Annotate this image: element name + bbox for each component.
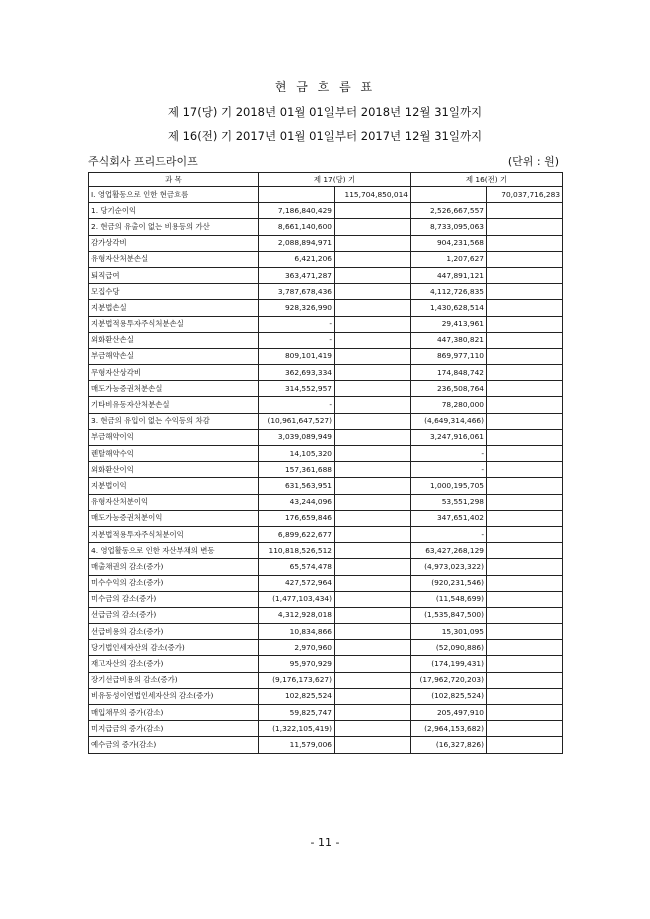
current-detail-cell: 110,818,526,512: [259, 543, 335, 559]
prior-detail-cell: 174,848,742: [411, 365, 487, 381]
table-row: [89, 187, 563, 203]
current-detail-cell: (9,176,173,627): [259, 672, 335, 688]
prior-total-cell: [487, 446, 563, 462]
current-detail-cell: (1,477,103,434): [259, 591, 335, 607]
prior-total-cell: [487, 203, 563, 219]
account-cell: 2. 현금의 유출이 없는 비용등의 가산: [89, 219, 259, 235]
table-row: [89, 397, 563, 413]
table-row: [89, 365, 563, 381]
prior-total-cell: [487, 413, 563, 429]
account-cell: 당기법인세자산의 감소(증가): [89, 640, 259, 656]
prior-total-cell: 70,037,716,283: [487, 187, 563, 203]
prior-total-cell: [487, 656, 563, 672]
table-row: [89, 413, 563, 429]
account-cell: 비유동성이연법인세자산의 감소(증가): [89, 688, 259, 704]
prior-detail-cell: 904,231,568: [411, 235, 487, 251]
table-row: [89, 526, 563, 542]
prior-detail-cell: (52,090,886): [411, 640, 487, 656]
prior-detail-cell: 78,280,000: [411, 397, 487, 413]
table-row: [89, 640, 563, 656]
current-total-cell: [335, 721, 411, 737]
prior-detail-cell: -: [411, 526, 487, 542]
prior-total-cell: [487, 575, 563, 591]
prior-total-cell: [487, 267, 563, 283]
account-cell: 선급비용의 감소(증가): [89, 624, 259, 640]
current-detail-cell: 65,574,478: [259, 559, 335, 575]
table-row: [89, 332, 563, 348]
current-detail-cell: 3,787,678,436: [259, 284, 335, 300]
current-total-cell: [335, 543, 411, 559]
table-row: [89, 478, 563, 494]
account-cell: 매입채무의 증가(감소): [89, 705, 259, 721]
current-total-cell: [335, 688, 411, 704]
table-row: [89, 251, 563, 267]
prior-total-cell: [487, 559, 563, 575]
header-current-period: 제 17(당) 기: [259, 173, 411, 187]
current-total-cell: [335, 510, 411, 526]
current-detail-cell: 4,312,928,018: [259, 607, 335, 623]
prior-total-cell: [487, 510, 563, 526]
prior-detail-cell: (174,199,431): [411, 656, 487, 672]
table-row: [89, 203, 563, 219]
current-total-cell: [335, 219, 411, 235]
current-detail-cell: 102,825,524: [259, 688, 335, 704]
account-cell: 매도가능증권처분이익: [89, 510, 259, 526]
current-total-cell: [335, 267, 411, 283]
prior-total-cell: [487, 526, 563, 542]
prior-total-cell: [487, 624, 563, 640]
table-row: [89, 721, 563, 737]
current-total-cell: [335, 494, 411, 510]
account-cell: 기타비유동자산처분손실: [89, 397, 259, 413]
current-total-cell: [335, 737, 411, 753]
current-detail-cell: 809,101,419: [259, 348, 335, 364]
company-name: 주식회사 프리드라이프: [88, 155, 198, 168]
table-row: [89, 656, 563, 672]
current-detail-cell: 7,186,840,429: [259, 203, 335, 219]
prior-total-cell: [487, 429, 563, 445]
table-row: [89, 543, 563, 559]
current-detail-cell: 314,552,957: [259, 381, 335, 397]
current-detail-cell: 157,361,688: [259, 462, 335, 478]
prior-detail-cell: (2,964,153,682): [411, 721, 487, 737]
prior-total-cell: [487, 365, 563, 381]
current-total-cell: [335, 381, 411, 397]
prior-detail-cell: 1,430,628,514: [411, 300, 487, 316]
prior-total-cell: [487, 688, 563, 704]
account-cell: 4. 영업활동으로 인한 자산부채의 변동: [89, 543, 259, 559]
current-total-cell: [335, 348, 411, 364]
current-total-cell: [335, 526, 411, 542]
account-cell: 매도가능증권처분손실: [89, 381, 259, 397]
prior-total-cell: [487, 332, 563, 348]
prior-total-cell: [487, 543, 563, 559]
table-row: [89, 348, 563, 364]
table-row: [89, 494, 563, 510]
prior-total-cell: [487, 251, 563, 267]
prior-detail-cell: -: [411, 462, 487, 478]
prior-total-cell: [487, 640, 563, 656]
current-total-cell: [335, 607, 411, 623]
current-total-cell: [335, 705, 411, 721]
prior-detail-cell: (102,825,524): [411, 688, 487, 704]
table-row: [89, 672, 563, 688]
prior-detail-cell: (4,649,314,466): [411, 413, 487, 429]
current-total-cell: 115,704,850,014: [335, 187, 411, 203]
prior-total-cell: [487, 235, 563, 251]
table-row: [89, 510, 563, 526]
current-total-cell: [335, 365, 411, 381]
prior-total-cell: [487, 478, 563, 494]
prior-detail-cell: 347,651,402: [411, 510, 487, 526]
prior-total-cell: [487, 672, 563, 688]
current-detail-cell: 59,825,747: [259, 705, 335, 721]
table-row: [89, 316, 563, 332]
prior-detail-cell: 1,207,627: [411, 251, 487, 267]
current-total-cell: [335, 284, 411, 300]
account-cell: 외화환산손실: [89, 332, 259, 348]
prior-total-cell: [487, 219, 563, 235]
prior-total-cell: [487, 284, 563, 300]
account-cell: 미수수익의 감소(증가): [89, 575, 259, 591]
prior-detail-cell: (4,973,023,322): [411, 559, 487, 575]
account-cell: 지분법이익: [89, 478, 259, 494]
prior-detail-cell: 869,977,110: [411, 348, 487, 364]
prior-period: 제 16(전) 기 2017년 01월 01일부터 2017년 12월 31일까지: [167, 129, 483, 143]
current-detail-cell: 6,899,622,677: [259, 526, 335, 542]
account-cell: 감가상각비: [89, 235, 259, 251]
prior-detail-cell: (16,327,826): [411, 737, 487, 753]
prior-detail-cell: (11,548,699): [411, 591, 487, 607]
prior-total-cell: [487, 397, 563, 413]
prior-detail-cell: 63,427,268,129: [411, 543, 487, 559]
current-total-cell: [335, 672, 411, 688]
current-detail-cell: 11,579,006: [259, 737, 335, 753]
current-total-cell: [335, 462, 411, 478]
prior-detail-cell: 447,380,821: [411, 332, 487, 348]
prior-detail-cell: -: [411, 446, 487, 462]
prior-total-cell: [487, 591, 563, 607]
prior-detail-cell: 4,112,726,835: [411, 284, 487, 300]
prior-detail-cell: (17,962,720,203): [411, 672, 487, 688]
account-cell: 렌탈해약수익: [89, 446, 259, 462]
prior-detail-cell: 447,891,121: [411, 267, 487, 283]
current-detail-cell: -: [259, 397, 335, 413]
prior-total-cell: [487, 462, 563, 478]
current-total-cell: [335, 413, 411, 429]
account-cell: 유형자산처분이익: [89, 494, 259, 510]
prior-total-cell: [487, 381, 563, 397]
table-row: [89, 446, 563, 462]
prior-total-cell: [487, 300, 563, 316]
account-cell: 퇴직급여: [89, 267, 259, 283]
current-detail-cell: 8,661,140,600: [259, 219, 335, 235]
prior-detail-cell: 205,497,910: [411, 705, 487, 721]
current-total-cell: [335, 478, 411, 494]
current-detail-cell: 2,970,960: [259, 640, 335, 656]
header-account: 과 목: [89, 173, 259, 187]
statement-title: 현 금 흐 름 표: [274, 80, 376, 94]
account-cell: 3. 현금의 유입이 없는 수익등의 차감: [89, 413, 259, 429]
table-row: [89, 559, 563, 575]
table-row: [89, 267, 563, 283]
current-total-cell: [335, 300, 411, 316]
prior-total-cell: [487, 316, 563, 332]
current-detail-cell: -: [259, 316, 335, 332]
page-number: - 11 -: [310, 836, 340, 849]
current-total-cell: [335, 591, 411, 607]
prior-total-cell: [487, 607, 563, 623]
table-row: [89, 607, 563, 623]
prior-detail-cell: (920,231,546): [411, 575, 487, 591]
account-cell: 부금해약이익: [89, 429, 259, 445]
current-detail-cell: 3,039,089,949: [259, 429, 335, 445]
account-cell: 예수금의 증가(감소): [89, 737, 259, 753]
account-cell: 지분법손실: [89, 300, 259, 316]
prior-detail-cell: 15,301,095: [411, 624, 487, 640]
current-detail-cell: (10,961,647,527): [259, 413, 335, 429]
current-detail-cell: 176,659,846: [259, 510, 335, 526]
prior-detail-cell: 3,247,916,061: [411, 429, 487, 445]
table-header-row: [89, 173, 563, 187]
table-row: [89, 284, 563, 300]
account-cell: 부금해약손실: [89, 348, 259, 364]
current-total-cell: [335, 624, 411, 640]
account-cell: 유형자산처분손실: [89, 251, 259, 267]
table-row: [89, 429, 563, 445]
current-detail-cell: 427,572,964: [259, 575, 335, 591]
table-row: [89, 737, 563, 753]
current-detail-cell: -: [259, 332, 335, 348]
prior-detail-cell: 1,000,195,705: [411, 478, 487, 494]
table-row: [89, 624, 563, 640]
prior-total-cell: [487, 494, 563, 510]
current-detail-cell: 928,326,990: [259, 300, 335, 316]
current-detail-cell: (1,322,105,419): [259, 721, 335, 737]
current-total-cell: [335, 332, 411, 348]
cash-flow-table: [88, 172, 563, 754]
table-row: [89, 591, 563, 607]
table-row: [89, 462, 563, 478]
current-detail-cell: 2,088,894,971: [259, 235, 335, 251]
current-total-cell: [335, 640, 411, 656]
prior-total-cell: [487, 721, 563, 737]
account-cell: 재고자산의 감소(증가): [89, 656, 259, 672]
current-detail-cell: [259, 187, 335, 203]
prior-detail-cell: 29,413,961: [411, 316, 487, 332]
header-prior-period: 제 16(전) 기: [411, 173, 563, 187]
prior-total-cell: [487, 705, 563, 721]
account-cell: 미지급금의 증가(감소): [89, 721, 259, 737]
account-cell: 지분법적용투자주식처분손실: [89, 316, 259, 332]
current-total-cell: [335, 559, 411, 575]
prior-detail-cell: 2,526,667,557: [411, 203, 487, 219]
account-cell: 선급금의 감소(증가): [89, 607, 259, 623]
current-detail-cell: 43,244,096: [259, 494, 335, 510]
current-total-cell: [335, 203, 411, 219]
account-cell: 무형자산상각비: [89, 365, 259, 381]
prior-total-cell: [487, 348, 563, 364]
current-detail-cell: 14,105,320: [259, 446, 335, 462]
current-detail-cell: 631,563,951: [259, 478, 335, 494]
table-row: [89, 300, 563, 316]
current-total-cell: [335, 235, 411, 251]
account-cell: Ⅰ. 영업활동으로 인한 현금흐름: [89, 187, 259, 203]
current-detail-cell: 10,834,866: [259, 624, 335, 640]
current-detail-cell: 362,693,334: [259, 365, 335, 381]
account-cell: 매출채권의 감소(증가): [89, 559, 259, 575]
current-total-cell: [335, 397, 411, 413]
current-detail-cell: 6,421,206: [259, 251, 335, 267]
current-total-cell: [335, 251, 411, 267]
current-total-cell: [335, 446, 411, 462]
prior-detail-cell: 53,551,298: [411, 494, 487, 510]
account-cell: 장기선급비용의 감소(증가): [89, 672, 259, 688]
prior-detail-cell: 8,733,095,063: [411, 219, 487, 235]
current-period: 제 17(당) 기 2018년 01월 01일부터 2018년 12월 31일까지: [167, 105, 483, 119]
current-detail-cell: 95,970,929: [259, 656, 335, 672]
account-cell: 외화환산이익: [89, 462, 259, 478]
account-cell: 1. 당기순이익: [89, 203, 259, 219]
current-total-cell: [335, 316, 411, 332]
table-row: [89, 688, 563, 704]
table-row: [89, 575, 563, 591]
prior-detail-cell: (1,535,847,500): [411, 607, 487, 623]
current-total-cell: [335, 575, 411, 591]
unit-label: (단위 : 원): [507, 155, 559, 168]
account-cell: 미수금의 감소(증가): [89, 591, 259, 607]
current-detail-cell: 363,471,287: [259, 267, 335, 283]
table-row: [89, 219, 563, 235]
prior-detail-cell: [411, 187, 487, 203]
current-total-cell: [335, 429, 411, 445]
prior-detail-cell: 236,508,764: [411, 381, 487, 397]
current-total-cell: [335, 656, 411, 672]
table-row: [89, 381, 563, 397]
prior-total-cell: [487, 737, 563, 753]
account-cell: 지분법적용투자주식처분이익: [89, 526, 259, 542]
table-row: [89, 235, 563, 251]
account-cell: 모집수당: [89, 284, 259, 300]
table-row: [89, 705, 563, 721]
